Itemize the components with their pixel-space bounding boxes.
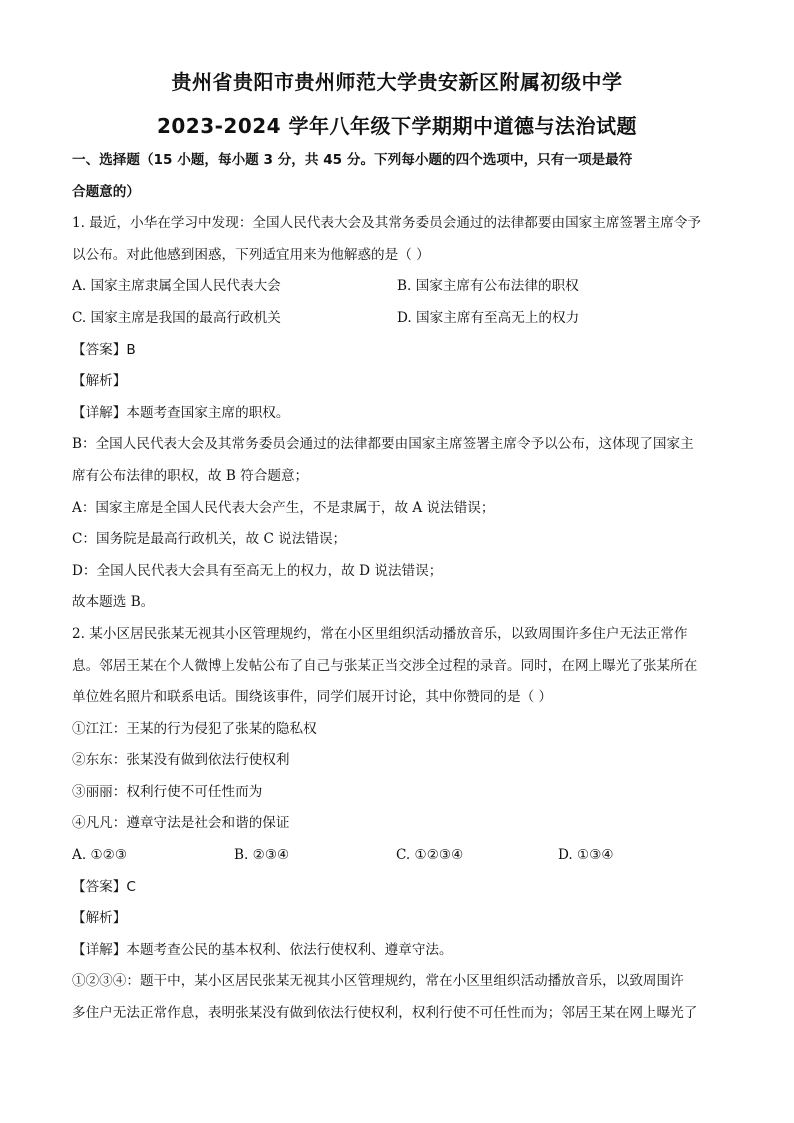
q2-option-d: D. ①③④ (558, 847, 614, 864)
exam-title-school: 贵州省贵阳市贵州师范大学贵安新区附属初级中学 (171, 70, 623, 94)
q2-options (72, 840, 724, 872)
q1-option-b: B. 国家主席有公布法律的职权 (397, 278, 579, 295)
q1-explain-d: D：全国人民代表大会具有至高无上的权力，故 D 说法错误； (72, 562, 443, 579)
q2-answer: 【答案】C (72, 878, 136, 895)
q2-statement-2: ②东东：张某没有做到依法行使权利 (72, 752, 290, 769)
q2-statement-3: ③丽丽：权利行使不可任性而为 (72, 783, 263, 800)
q1-options-row2 (72, 303, 724, 335)
q2-stem-cont2: 单位姓名照片和联系电话。围绕该事件，同学们展开讨论，其中你赞同的是（ ） (72, 689, 553, 706)
q1-stem-cont: 以公布。对此他感到困惑，下列适宜用来为他解惑的是（ ） (72, 246, 430, 263)
q1-explain-c: C：国务院是最高行政机关，故 C 说法错误； (72, 531, 347, 548)
section-heading-cont: 合题意的） (72, 183, 140, 200)
q1-explain-b: B：全国人民代表大会及其常务委员会通过的法律都要由国家主席签署主席令予以公布，这体现了国家主 (72, 436, 694, 453)
q2-statement-1: ①江江：王某的行为侵犯了张某的隐私权 (72, 720, 317, 737)
q2-stem: 2. 某小区居民张某无视其小区管理规约，常在小区里组织活动播放音乐，以致周围许多住户无法正常作 (72, 625, 688, 642)
q1-option-a: A. 国家主席隶属全国人民代表大会 (72, 278, 281, 295)
exam-title-term: 2023-2024 学年八年级下学期期中道德与法治试题 (156, 114, 638, 138)
q1-detail: 【详解】本题考查国家主席的职权。 (72, 404, 290, 421)
q2-explain: ①②③④：题干中，某小区居民张某无视其小区管理规约，常在小区里组织活动播放音乐，以致周围许 (72, 973, 684, 990)
q1-answer: 【答案】B (72, 341, 136, 358)
q2-option-c: C. ①②③④ (396, 847, 464, 864)
q2-option-b: B. ②③④ (234, 847, 290, 864)
q1-explain-b-cont: 席有公布法律的职权，故 B 符合题意； (72, 467, 309, 484)
q1-analysis-label: 【解析】 (72, 373, 127, 390)
exam-content (72, 145, 724, 1030)
section-heading: 一、选择题（15 小题，每小题 3 分，共 45 分。下列每小题的四个选项中，只有一项是最符 (72, 152, 633, 168)
q2-stem-cont: 息。邻居王某在个人微博上发帖公布了自己与张某正当交涉全过程的录音。同时，在网上曝光了张某所在 (72, 657, 698, 674)
q1-option-c: C. 国家主席是我国的最高行政机关 (72, 309, 281, 326)
q2-option-a: A. ①②③ (72, 847, 128, 864)
q2-explain-cont: 多住户无法正常作息，表明张某没有做到依法行使权利，权利行使不可任性而为；邻居王某在网上曝光了 (72, 1005, 698, 1022)
q1-options-row1 (72, 271, 724, 303)
q2-statement-4: ④凡凡：遵章守法是社会和谐的保证 (72, 815, 290, 832)
q2-detail: 【详解】本题考查公民的基本权利、依法行使权利、遵章守法。 (72, 941, 453, 958)
q1-conclusion: 故本题选 B。 (72, 594, 155, 611)
q1-stem: 1. 最近，小华在学习中发现：全国人民代表大会及其常务委员会通过的法律都要由国家主席签署主席令予 (72, 215, 702, 232)
q1-option-d: D. 国家主席有至高无上的权力 (397, 309, 580, 326)
q2-analysis-label: 【解析】 (72, 910, 127, 927)
q1-explain-a: A：国家主席是全国人民代表大会产生，不是隶属于，故 A 说法错误； (72, 499, 495, 516)
